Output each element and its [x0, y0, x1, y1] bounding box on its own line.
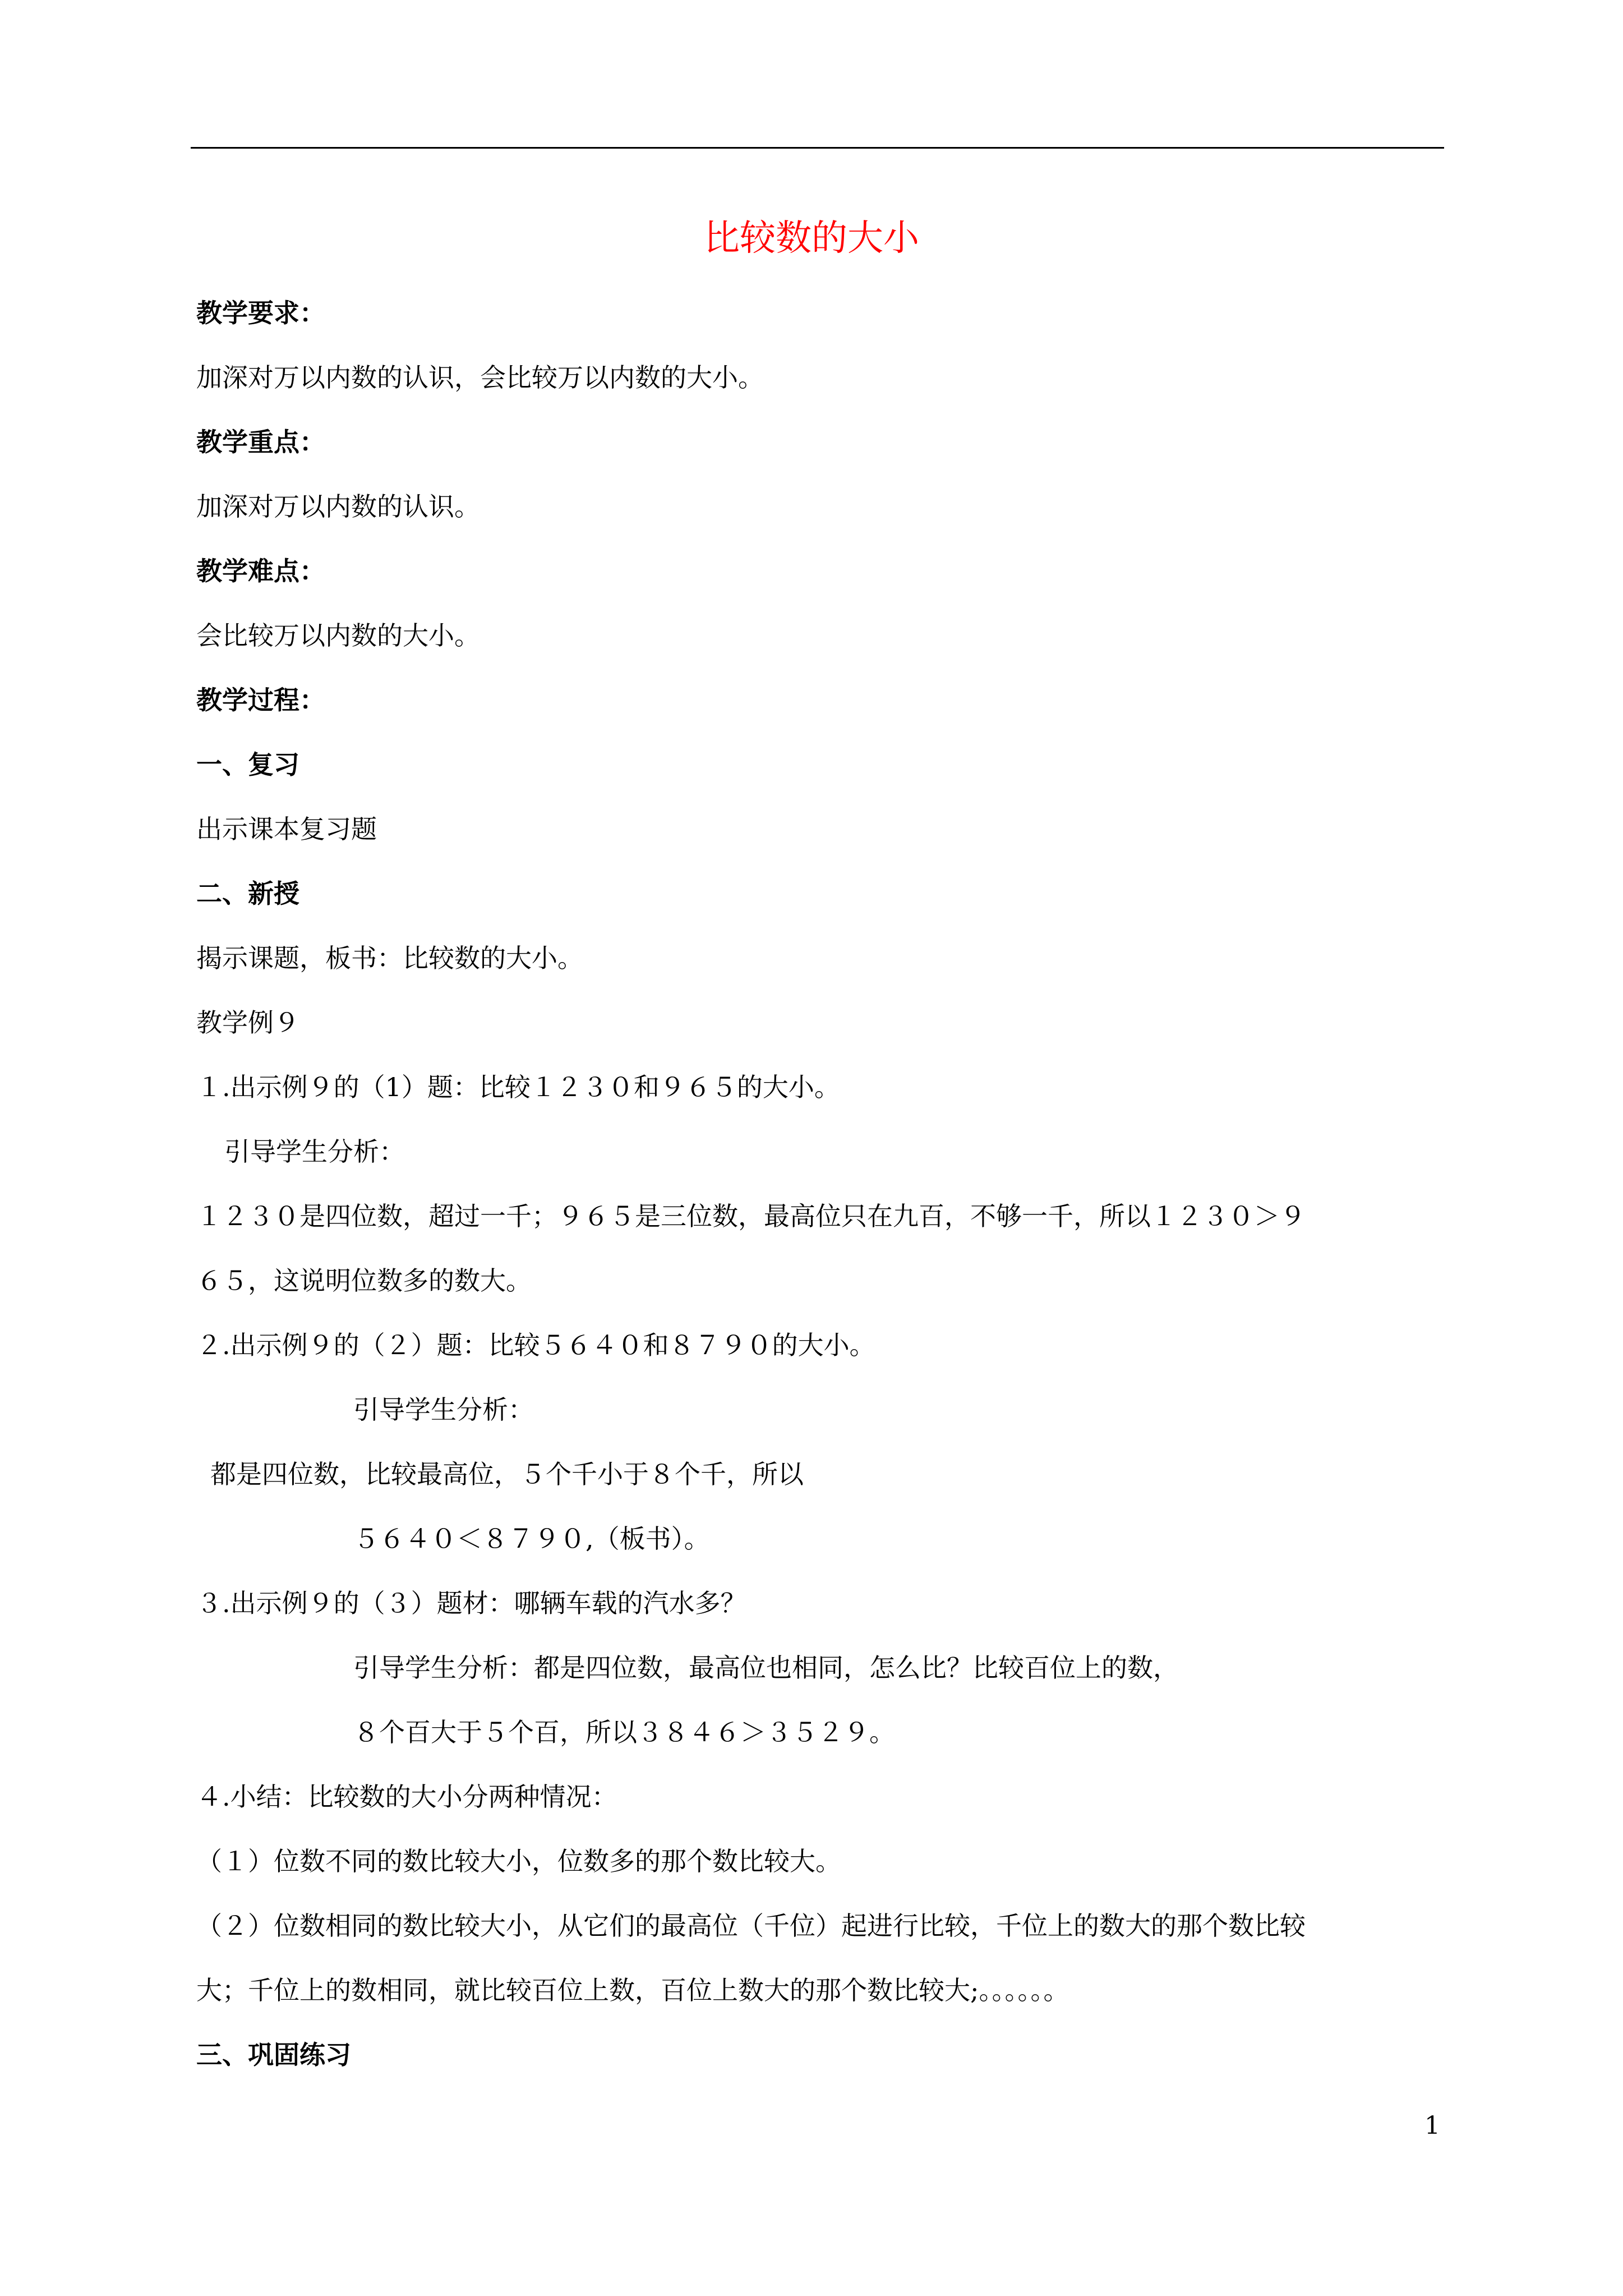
- paragraph: 揭示课题，板书：比较数的大小。: [196, 943, 583, 973]
- section-heading-difficulties: 教学难点：: [196, 556, 325, 586]
- list-item: ２.出示例９的（２）题：比较５６４０和８７９０的大小。: [196, 1330, 875, 1360]
- paragraph: 加深对万以内数的认识。: [196, 491, 480, 522]
- paragraph: 引导学生分析：: [224, 1137, 405, 1167]
- paragraph: 出示课本复习题: [196, 814, 377, 844]
- list-item: ３.出示例９的（３）题材：哪辆车载的汽水多？: [196, 1588, 746, 1618]
- paragraph: ８个百大于５个百，所以３８４６＞３５２９。: [353, 1717, 895, 1747]
- paragraph: １２３０是四位数，超过一千；９６５是三位数，最高位只在九百，不够一千，所以１２３０＞９: [196, 1201, 1306, 1231]
- section-heading-key-points: 教学重点：: [196, 427, 325, 457]
- list-item: １.出示例９的（1）题：比较１２３０和９６５的大小。: [196, 1072, 840, 1102]
- paragraph: ５６４０＜８７９０,（板书）。: [353, 1524, 710, 1554]
- section-heading-process: 教学过程：: [196, 685, 325, 715]
- paragraph: 引导学生分析：: [353, 1395, 534, 1425]
- paragraph: （２）位数相同的数比较大小，从它们的最高位（千位）起进行比较，千位上的数大的那个数比较: [196, 1911, 1306, 1941]
- paragraph: 教学例９: [196, 1007, 299, 1038]
- paragraph: ６５，这说明位数多的数大。: [196, 1266, 532, 1296]
- paragraph: 加深对万以内数的认识，会比较万以内数的大小。: [196, 362, 764, 393]
- list-item: ４.小结：比较数的大小分两种情况：: [196, 1782, 617, 1812]
- section-heading-requirements: 教学要求：: [196, 298, 325, 328]
- page-number: 1: [1424, 2111, 1440, 2140]
- header-rule: [191, 147, 1444, 149]
- section-heading-new-lesson: 二、新授: [196, 878, 299, 909]
- paragraph: 引导学生分析：都是四位数，最高位也相同，怎么比？比较百位上的数，: [353, 1653, 1179, 1683]
- section-heading-review: 一、复习: [196, 749, 299, 780]
- section-heading-practice: 三、巩固练习: [196, 2040, 351, 2070]
- paragraph: 大；千位上的数相同，就比较百位上数，百位上数大的那个数比较大;。。。。。。: [196, 1975, 1069, 2005]
- paragraph: （１）位数不同的数比较大小，位数多的那个数比较大。: [196, 1846, 841, 1876]
- paragraph: 会比较万以内数的大小。: [196, 620, 480, 651]
- paragraph: 都是四位数，比较最高位，５个千小于８个千，所以: [210, 1459, 804, 1489]
- document-title: 比较数的大小: [704, 218, 919, 259]
